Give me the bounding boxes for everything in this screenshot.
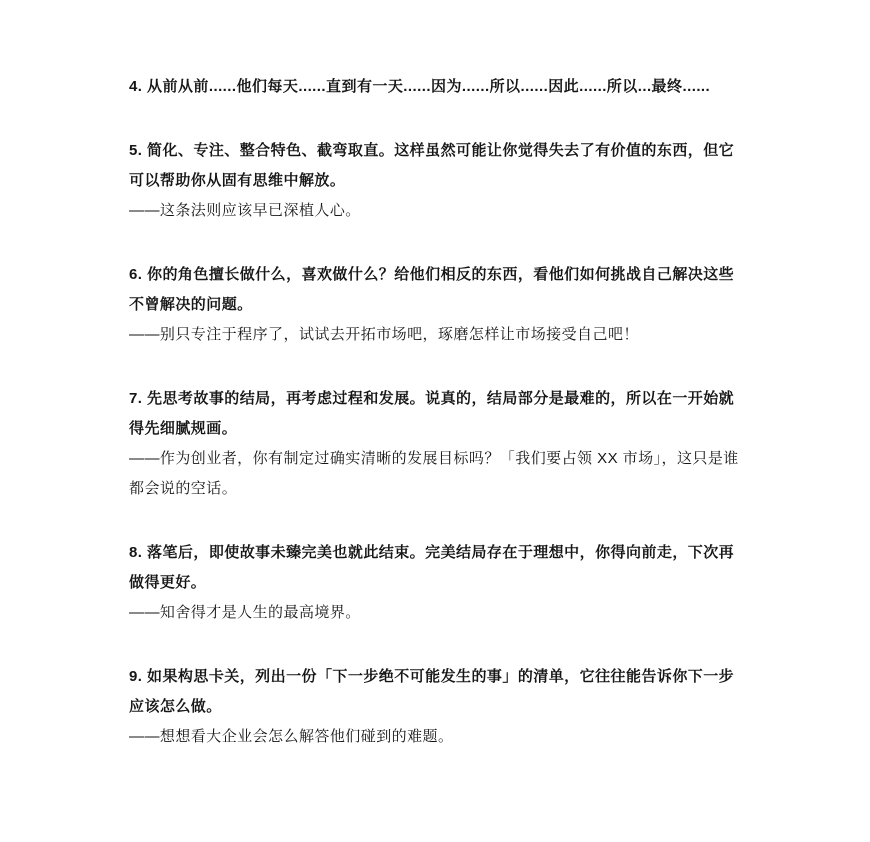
list-item (129, 136, 761, 226)
item-main-line: 可以帮助你从固有思维中解放。 (129, 172, 346, 189)
list-item (129, 72, 761, 102)
advice-list (129, 72, 761, 752)
item-comment-line: ——别只专注于程序了，试试去开拓市场吧，琢磨怎样让市场接受自己吧！ (129, 326, 639, 343)
list-item (129, 662, 761, 752)
item-main-line: 不曾解决的问题。 (129, 296, 253, 313)
item-comment-line: 都会说的空话。 (129, 480, 238, 497)
item-main-line: 7. 先思考故事的结局，再考虑过程和发展。说真的，结局部分是最难的，所以在一开始就 (129, 390, 735, 407)
item-main-line: 5. 简化、专注、整合特色、截弯取直。这样虽然可能让你觉得失去了有价值的东西，但它 (129, 142, 735, 159)
item-main-line: 4. 从前从前......他们每天......直到有一天......因为......所以......因此......所以...最终...... (129, 78, 711, 95)
item-main-line: 9. 如果构思卡关，列出一份「下一步绝不可能发生的事」的清单，它往往能告诉你下一步 (129, 668, 735, 685)
item-main-line: 8. 落笔后，即使故事未臻完美也就此结束。完美结局存在于理想中，你得向前走，下次再 (129, 544, 735, 561)
item-main-line: 做得更好。 (129, 574, 207, 591)
item-main-line: 得先细腻规画。 (129, 420, 238, 437)
item-comment-line: ——知舍得才是人生的最高境界。 (129, 604, 361, 621)
list-item (129, 538, 761, 628)
item-comment-line: ——想想看大企业会怎么解答他们碰到的难题。 (129, 728, 454, 745)
item-comment-line: ——作为创业者，你有制定过确实清晰的发展目标吗？「我们要占领 XX 市场」，这只是谁 (129, 450, 739, 467)
item-comment-line: ——这条法则应该早已深植人心。 (129, 202, 361, 219)
item-main-line: 6. 你的角色擅长做什么，喜欢做什么？给他们相反的东西，看他们如何挑战自己解决这些 (129, 266, 735, 283)
item-main-line: 应该怎么做。 (129, 698, 222, 715)
list-item (129, 260, 761, 350)
list-item (129, 384, 761, 504)
